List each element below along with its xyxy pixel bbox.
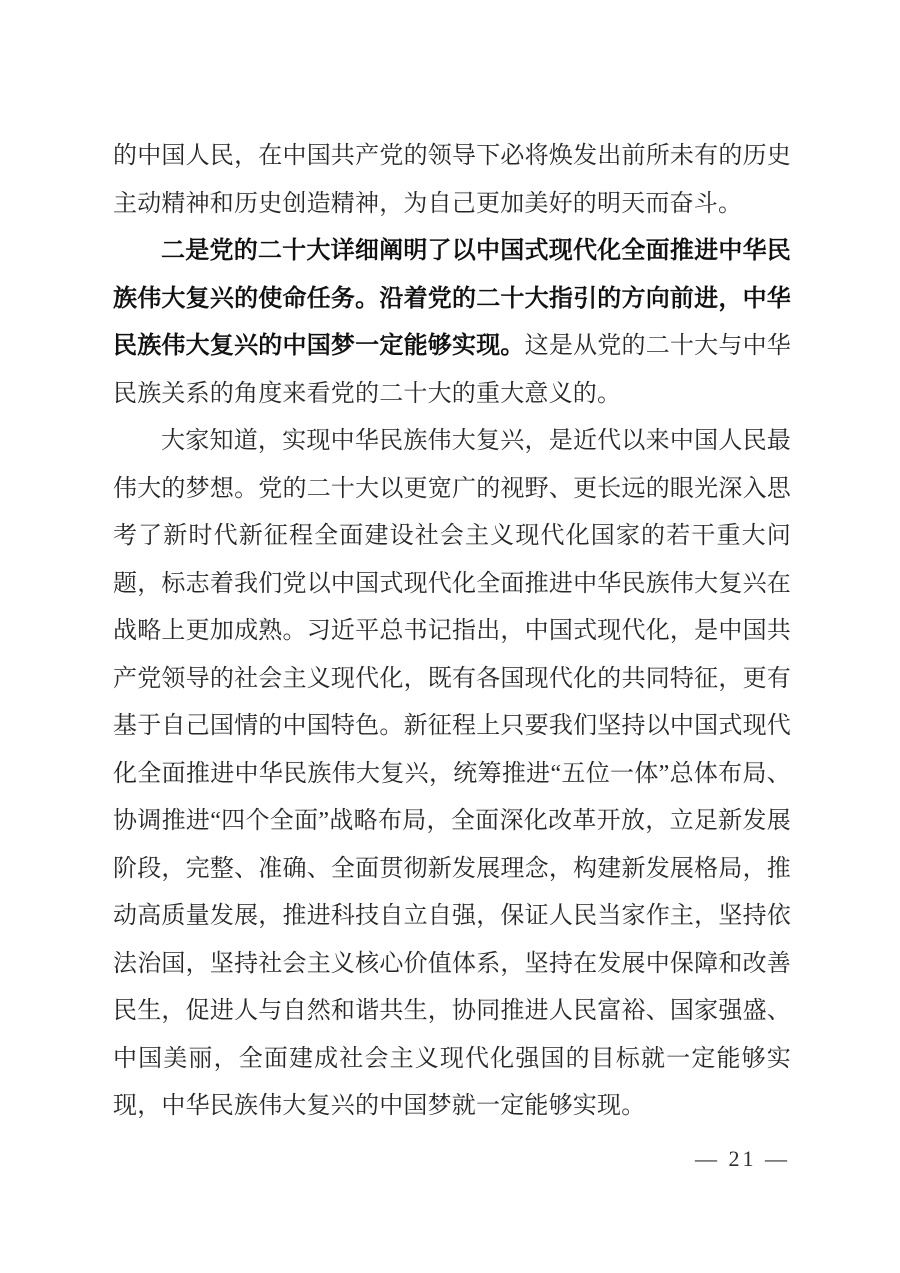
paragraph-second-point <box>113 228 791 418</box>
paragraph-bold-lead: 二是党的二十大详细阐明了以中国式现代化全面推进中华民族伟大复兴的使命任务。沿着党的二十大指引的方向前进，中华民族伟大复兴的中国梦一定能够实现。 <box>113 238 791 359</box>
paragraph-body <box>113 418 791 1131</box>
paragraph-text: 的中国人民，在中国共产党的领导下必将焕发出前所未有的历史主动精神和历史创造精神，为自己更加美好的明天而奋斗。 <box>113 143 791 217</box>
body-text <box>113 133 791 1131</box>
page-number: — 21 — <box>695 1146 790 1171</box>
paragraph-text: 大家知道，实现中华民族伟大复兴，是近代以来中国人民最伟大的梦想。党的二十大以更宽广的视野、更长远的眼光深入思考了新时代新征程全面建设社会主义现代化国家的若干重大问题，标志着我们党以中国式现代化全面推进中华民族伟大复兴在战略上更加成熟。习近平总书记指出，中国式现代化，是中国共产党领导的社会主义现代化，既有各国现代化的共同特征，更有基于自己国情的中国特色。新征程上只要我们坚持以中国式现代化全面推进中华民族伟大复兴，统筹推进“五位一体”总体布局、协调推进“四个全面”战略布局，全面深化改革开放，立足新发展阶段，完整、准确、全面贯彻新发展理念，构建新发展格局，推动高质量发展，推进科技自立自强，保证人民当家作主，坚持依法治国，坚持社会主义核心价值体系，坚持在发展中保障和改善民生，促进人与自然和谐共生，协同推进人民富裕、国家强盛、中国美丽，全面建成社会主义现代化强国的目标就一定能够实现，中华民族伟大复兴的中国梦就一定能够实现。 <box>113 428 791 1119</box>
paragraph-continuation <box>113 133 791 228</box>
paragraph-text: 这是从党的二十大与中华民族关系的角度来看党的二十大的重大意义的。 <box>113 333 792 407</box>
